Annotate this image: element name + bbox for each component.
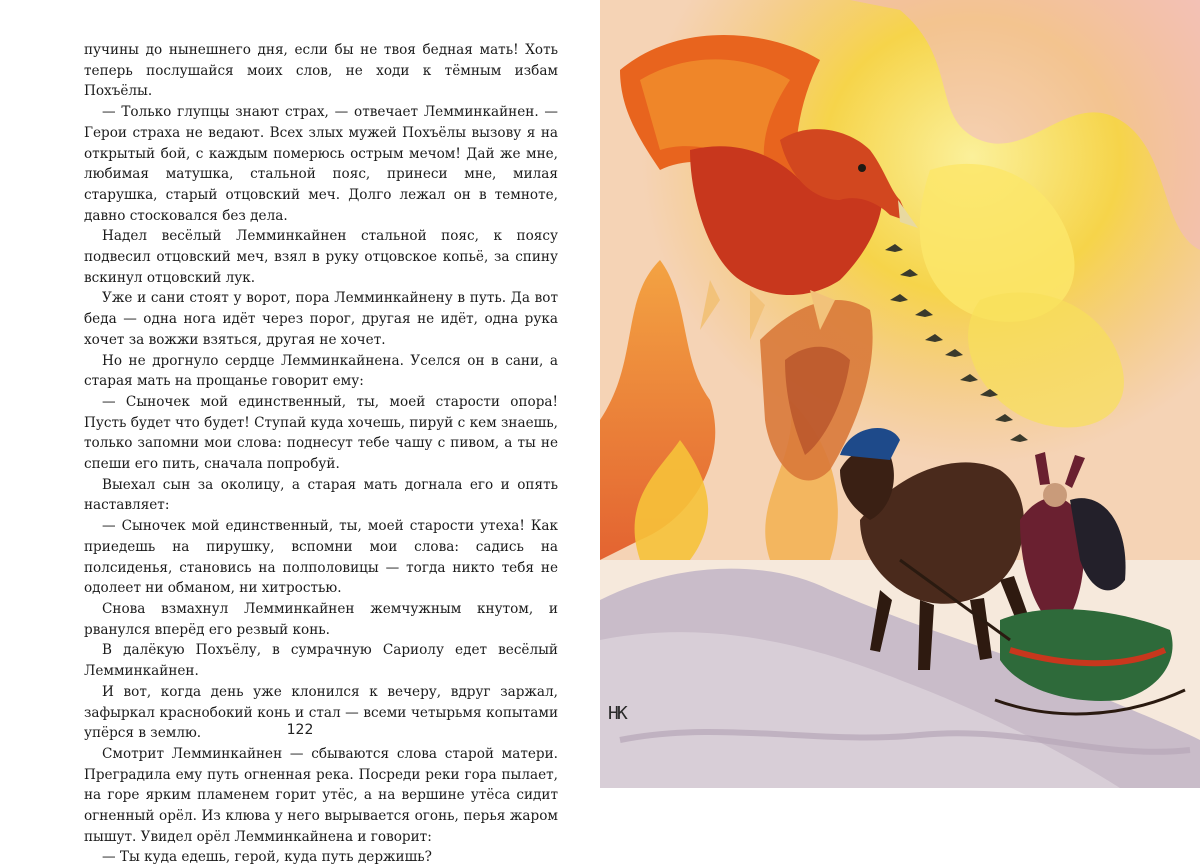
- text-column: [84, 40, 558, 868]
- paragraph: Уже и сани стоят у ворот, пора Лемминкайнену в путь. Да вот беда — одна нога идёт через порог, другая не идёт, одна рука хочет за вожжи взяться, другая не хочет.: [84, 290, 558, 348]
- illustration-page: [600, 0, 1200, 788]
- paragraph: Выехал сын за околицу, а старая мать догнала его и опять наставляет:: [84, 476, 558, 514]
- paragraph: — Сыночек мой единственный, ты, моей старости опора! Пусть будет что будет! Ступай куда хочешь, пируй с кем знаешь, только запомни мои слова: поднесут тебе чашу с пивом, а ты не спеши его пить, сначала попробуй.: [84, 393, 558, 473]
- paragraph: И вот, когда день уже клонился к вечеру, вдруг заржал, зафыркал краснобокий конь и стал — всеми четырьмя копытами упёрся в землю.: [84, 683, 558, 742]
- paragraph: пучины до нынешнего дня, если бы не твоя бедная мать! Хоть теперь послушайся моих слов, не ходи к тёмным избам Похъёлы.: [84, 42, 558, 100]
- paragraph: — Сыночек мой единственный, ты, моей старости утеха! Как приедешь на пирушку, вспомни мои слова: садись на полсиденья, становись на полполовицы — тогда никто тебя не одолеет ни обманом, ни хитростью.: [84, 518, 558, 597]
- paragraph: — Только глупцы знают страх, — отвечает Лемминкайнен. — Герои страха не ведают. Всех злых мужей Похъёлы вызову я на открытый бой, с каждым померюсь острым мечом! Дай же мне, любимая матушка, стальной пояс, принеси мне, милая старушка, старый отцовский меч. Долго лежал он в темноте, давно стосковался без дела.: [84, 104, 558, 224]
- page-number: 122: [286, 722, 314, 738]
- paragraph: Надел весёлый Лемминкайнен стальной пояс, к поясу подвесил отцовский меч, взял в руку отцовское копьё, за спину вскинул отцовский лук.: [84, 228, 558, 286]
- paragraph: Снова взмахнул Лемминкайнен жемчужным кнутом, и рванулся вперёд его резвый конь.: [84, 600, 558, 638]
- paragraph: Смотрит Лемминкайнен — сбываются слова старой матери. Преградила ему путь огненная река. Посреди реки гора пылает, на горе ярким пламенем горит утёс, а на вершине утёса сидит огненный орёл. Из клюва у него вырывается огонь, перья жаром пышут. Увидел орёл Лемминкайнена и говорит:: [84, 745, 558, 845]
- paragraph: — Ты куда едешь, герой, куда путь держишь?: [102, 849, 432, 866]
- paragraph: Но не дрогнуло сердце Лемминкайнена. Уселся он в сани, а старая мать на прощанье говорит ему:: [84, 352, 558, 390]
- illustration: [600, 0, 1200, 788]
- text-page: [0, 0, 600, 866]
- artist-signature: НК: [608, 703, 626, 724]
- paragraph: В далёкую Похъёлу, в сумрачную Сариолу едет весёлый Лемминкайнен.: [84, 642, 558, 680]
